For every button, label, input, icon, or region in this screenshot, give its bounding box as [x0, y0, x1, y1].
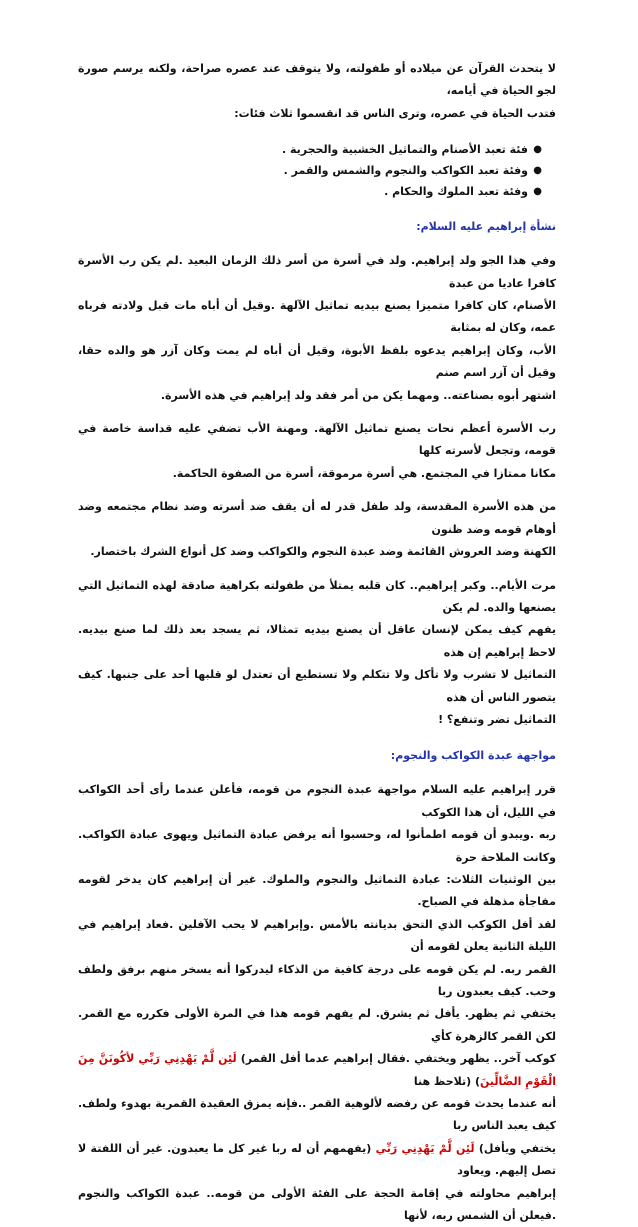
text-line: إبراهيم محاولته في إقامة الحجة على الفئة الأولى من قومه.. عبدة الكواكب والنجوم .فيعلن أن الشمس ربه، لأنها: [78, 1186, 556, 1223]
intro-paragraph: لا يتحدث القرآن عن ميلاده أو طفولته، ولا يتوقف عند عصره صراحة، ولكنه يرسم صورة لجو الحياة في أيامه، فتدب الحياة في عصره، وترى الناس قد انقسموا ثلاث فئات:: [78, 62, 556, 120]
quran-verse: لَئِن لَّمْ يَهْدِنِي رَبِّي: [375, 1141, 475, 1155]
text-line: القمر ربه. لم يكن قومه على درجة كافية من الذكاء ليدركوا أنه يسخر منهم برفق ولطف وحب. كيف يعبدون ربا: [78, 962, 556, 998]
text-line: كوكب آخر.. يظهر ويختفي .فقال إبراهيم عدما أفل القمر) لَئِن لَّمْ يَهْدِنِي رَبِّي لأكُونَنَّ مِنَ الْقَوْمِ الضَّالِّينَ) (تلاحظ هنا: [78, 1052, 557, 1088]
section-heading-birth: نشأة إبراهيم عليه السلام:: [416, 220, 556, 234]
bullet-icon: ●: [533, 165, 542, 177]
paragraph: وفي هذا الجو ولد إبراهيم. ولد في أسرة من أسر ذلك الزمان البعيد .لم يكن رب الأسرة كافرا عاديا من عبدة الأصنام، كان كافرا متميزا يصنع بيديه تماثيل الآلهة .وقيل أن أباه مات قبل ولادته فرباه عمه، وكان له بمثابة الأب، وكان إبراهيم يدعوه بلفظ الأبوة، وقيل أن أباه لم يمت وكان آزر هو والده حقا، وقيل أن آزر اسم صنم اشتهر أبوه بصناعته.. ومهما يكن من أمر فقد ولد إبراهيم في هذه الأسرة.: [78, 254, 556, 402]
text-line: بين الوثنيات الثلاث: عبادة التماثيل والنجوم والملوك. غير أن إبراهيم كان يدخر لقومه مفاجأة مذهلة في الصباح.: [78, 872, 556, 909]
text-line: أنه عندما يحدث قومه عن رفضه لألوهية القمر ..فإنه يمزق العقيدة القمرية بهدوء ولطف. كيف يعبد الناس ربا: [78, 1097, 556, 1133]
list-item: ● وفئة تعبد الكواكب والنجوم والشمس والقمر .: [78, 160, 542, 181]
section-heading-stars: مواجهة عبدة الكواكب والنجوم:: [390, 749, 556, 763]
stars-paragraph: [78, 779, 556, 1227]
bullet-icon: ●: [533, 144, 542, 156]
quran-verse: لَئِن لَّمْ يَهْدِنِي رَبِّي لأكُونَنَّ مِنَ الْقَوْمِ الضَّالِّينَ: [78, 1052, 556, 1088]
text-line: لقد أفل الكوكب الذي التحق بديانته بالأمس .وإبراهيم لا يحب الآفلين .فعاد إبراهيم في الليلة الثانية يعلن لقومه أن: [78, 917, 556, 954]
paragraph: من هذه الأسرة المقدسة، ولد طفل قدر له أن يقف ضد أسرته وضد نظام مجتمعه وضد أوهام قومه وضد ظنون الكهنة وضد العروش القائمة وضد عبدة النجوم والكواكب وضد كل أنواع الشرك باختصار.: [78, 500, 556, 559]
bullet-icon: ●: [533, 186, 542, 198]
paragraph: مرت الأيام.. وكبر إبراهيم.. كان قلبه يمتلأ من طفولته بكراهية صادقة لهذه التماثيل التي يصنعها والده. لم يكن يفهم كيف يمكن لإنسان عاقل أن يصنع بيديه تمثالا، ثم يسجد بعد ذلك لما صنع بيديه. لاحظ إبراهيم إن هذه التماثيل لا تشرب ولا تأكل ولا تتكلم ولا تستطيع أن تعتدل لو قلبها أحد على جنبها. كيف يتصور الناس أن هذه التماثيل تضر وتنفع؟ !: [78, 578, 556, 726]
text-line: يختفي ثم يظهر. يأفل ثم يشرق. لم يفهم قومه هذا في المرة الأولى فكرره مع القمر. لكن القمر كالزهرة كأي: [78, 1007, 556, 1043]
text-line: ربه .ويبدو أن قومه اطمأنوا له، وحسبوا أنه يرفض عبادة التماثيل ويهوى عبادة الكواكب. وكانت الملاحة حرة: [78, 828, 556, 864]
text-line: قرر إبراهيم عليه السلام مواجهة عبدة النجوم من قومه، فأعلن عندما رأى أحد الكواكب في الليل، أن هذا الكوكب: [78, 783, 556, 819]
list-item: ● فئة تعبد الأصنام والتماثيل الخشبية والحجرية .: [78, 139, 542, 160]
list-item: ● وفئة تعبد الملوك والحكام .: [78, 181, 542, 202]
groups-list: [78, 139, 556, 202]
paragraph: رب الأسرة أعظم نحات يصنع تماثيل الآلهة. ومهنة الأب تضفي عليه قداسة خاصة في قومه، وتجعل لأسرته كلها مكانا ممتازا في المجتمع. هي أسرة مرموقة، أسرة من الصفوة الحاكمة.: [78, 422, 556, 480]
text-line: يختفي ويأفل) لَئِن لَّمْ يَهْدِنِي رَبِّي (يفهمهم أن له ربا غير كل ما يعبدون. غير أن اللفتة لا تصل إليهم. ويعاود: [78, 1141, 556, 1178]
